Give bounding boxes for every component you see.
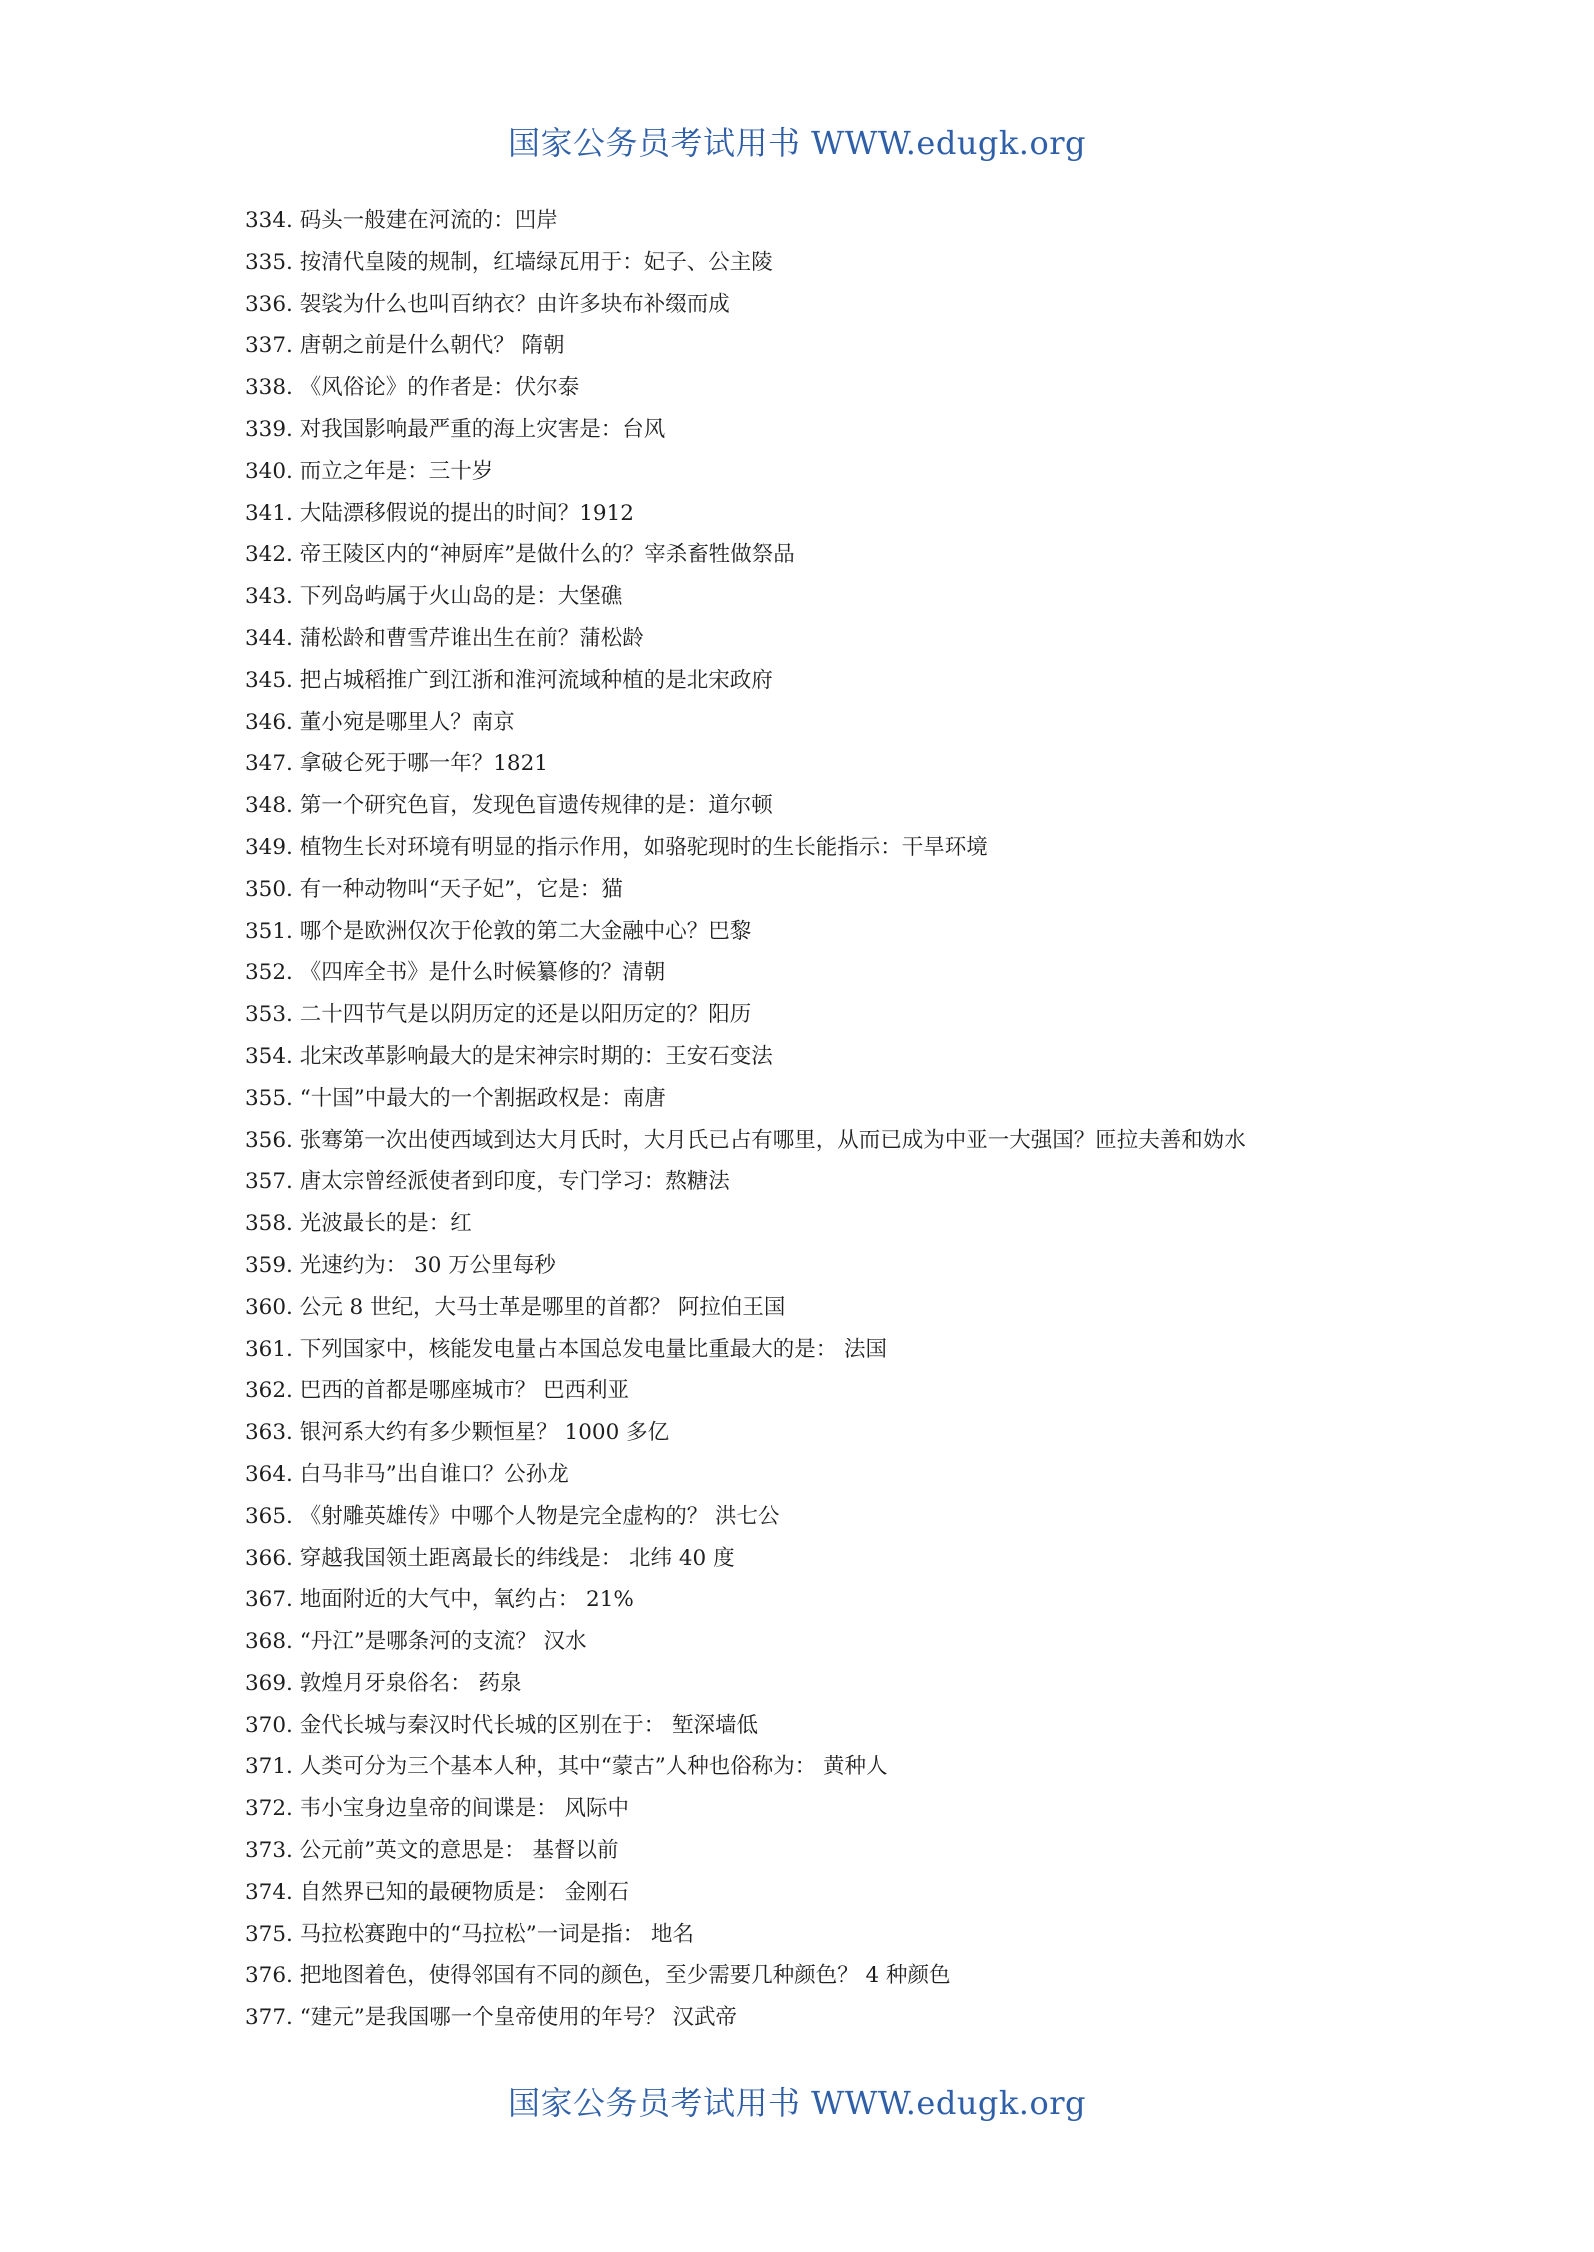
qa-item: 367. 地面附近的大气中，氧约占： 21%: [245, 1587, 634, 1613]
qa-item: 342. 帝王陵区内的“神厨库”是做什么的？宰杀畜牲做祭品: [245, 542, 795, 568]
qa-item: 341. 大陆漂移假说的提出的时间？1912: [245, 500, 634, 526]
qa-item: 375. 马拉松赛跑中的“马拉松”一词是指： 地名: [245, 1921, 695, 1947]
qa-item: 361. 下列国家中，核能发电量占本国总发电量比重最大的是： 法国: [245, 1336, 888, 1362]
qa-item: 368. “丹江”是哪条河的支流？ 汉水: [245, 1629, 587, 1655]
qa-item: 351. 哪个是欧洲仅次于伦敦的第二大金融中心？巴黎: [245, 918, 752, 944]
qa-item: 334. 码头一般建在河流的：凹岸: [245, 208, 558, 233]
qa-item: 348. 第一个研究色盲，发现色盲遗传规律的是：道尔顿: [245, 793, 773, 819]
qa-item: 377. “建元”是我国哪一个皇帝使用的年号？ 汉武帝: [245, 2005, 738, 2031]
qa-item: 372. 韦小宝身边皇帝的间谍是： 风际中: [245, 1796, 630, 1822]
qa-item: 362. 巴西的首都是哪座城市？ 巴西利亚: [245, 1378, 630, 1404]
qa-item: 366. 穿越我国领土距离最长的纬线是： 北纬 40 度: [245, 1545, 735, 1571]
qa-item: 352. 《四库全书》是什么时候纂修的？清朝: [245, 960, 666, 986]
qa-item: 364. 白马非马”出自谁口？公孙龙: [245, 1461, 569, 1487]
qa-item: 358. 光波最长的是：红: [245, 1211, 472, 1237]
qa-item: 349. 植物生长对环境有明显的指示作用，如骆驼现时的生长能指示：干旱环境: [245, 834, 988, 860]
qa-item: 350. 有一种动物叫“天子妃”，它是：猫: [245, 876, 623, 902]
qa-item: 359. 光速约为： 30 万公里每秒: [245, 1252, 556, 1278]
qa-item: 356. 张骞第一次出使西域到达大月氏时，大月氏已占有哪里，从而已成为中亚一大强国？匝拉夫善和妫水: [245, 1127, 1246, 1153]
qa-item: 376. 把地图着色，使得邻国有不同的颜色，至少需要几种颜色？ 4 种颜色: [245, 1963, 951, 1989]
qa-item: 360. 公元 8 世纪，大马士革是哪里的首都？ 阿拉伯王国: [245, 1294, 786, 1320]
qa-item: 357. 唐太宗曾经派使者到印度，专门学习：熬糖法: [245, 1169, 730, 1195]
page-header: 国家公务员考试用书 WWW.edugk.org: [507, 124, 1087, 162]
qa-item: 335. 按清代皇陵的规制，红墙绿瓦用于：妃子、公主陵: [245, 249, 773, 275]
qa-item: 374. 自然界已知的最硬物质是： 金刚石: [245, 1879, 630, 1905]
page-footer: 国家公务员考试用书 WWW.edugk.org: [507, 2084, 1087, 2122]
qa-item: 337. 唐朝之前是什么朝代？ 隋朝: [245, 333, 565, 359]
qa-item: 344. 蒲松龄和曹雪芹谁出生在前？蒲松龄: [245, 625, 644, 651]
qa-list: [245, 200, 1246, 2039]
qa-item: 354. 北宋改革影响最大的是宋神宗时期的：王安石变法: [245, 1043, 773, 1069]
qa-item: 369. 敦煌月牙泉俗名： 药泉: [245, 1670, 522, 1696]
qa-item: 345. 把占城稻推广到江浙和淮河流域种植的是北宋政府: [245, 667, 773, 693]
qa-item: 343. 下列岛屿属于火山岛的是：大堡礁: [245, 584, 623, 610]
qa-item: 371. 人类可分为三个基本人种，其中“蒙古”人种也俗称为： 黄种人: [245, 1754, 888, 1780]
qa-item: 336. 袈裟为什么也叫百纳衣？由许多块布补缀而成: [245, 291, 730, 317]
qa-item: 363. 银河系大约有多少颗恒星？ 1000 多亿: [245, 1420, 670, 1446]
qa-item: 370. 金代长城与秦汉时代长城的区别在于： 堑深墙低: [245, 1712, 759, 1738]
qa-item: 346. 董小宛是哪里人？南京: [245, 709, 515, 735]
qa-item: 338. 《风俗论》的作者是：伏尔泰: [245, 375, 580, 401]
qa-item: 347. 拿破仑死于哪一年？1821: [245, 751, 548, 777]
qa-item: 340. 而立之年是：三十岁: [245, 458, 494, 484]
qa-item: 353. 二十四节气是以阴历定的还是以阳历定的？阳历: [245, 1002, 752, 1028]
qa-item: 373. 公元前”英文的意思是： 基督以前: [245, 1838, 619, 1864]
qa-item: 365. 《射雕英雄传》中哪个人物是完全虚构的？ 洪七公: [245, 1503, 780, 1529]
qa-item: 339. 对我国影响最严重的海上灾害是：台风: [245, 416, 666, 442]
qa-item: 355. “十国”中最大的一个割据政权是：南唐: [245, 1085, 666, 1111]
